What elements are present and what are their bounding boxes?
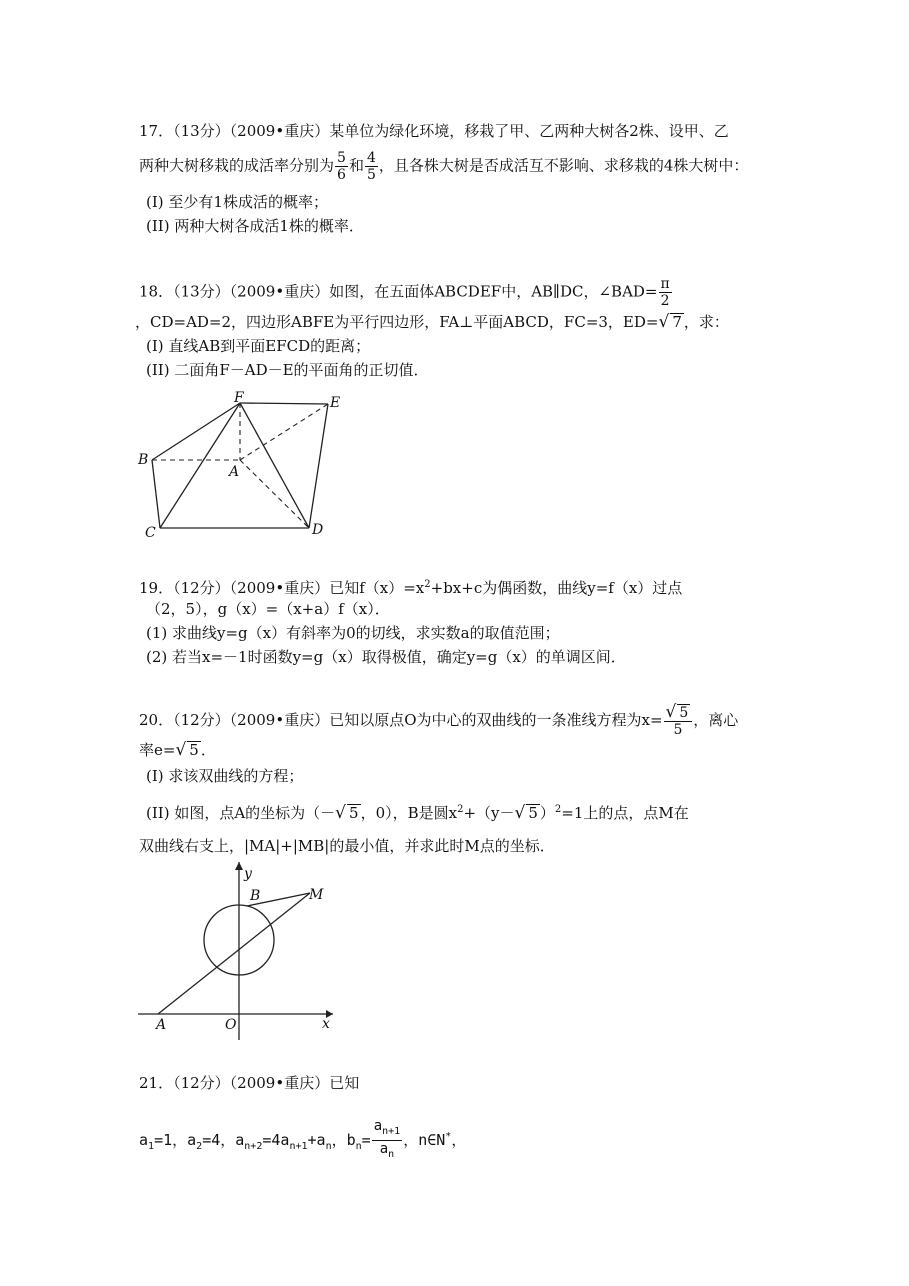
label-B: B (138, 452, 149, 468)
fraction-pi-2: $\frac{\pi}{2}$ (660, 276, 670, 309)
q19-part1: (1) 求曲线y=g（x）有斜率为0的切线，求实数a的取值范围； (146, 624, 560, 642)
label-B: B (250, 888, 261, 904)
q20-part2: (II) 如图，点A的坐标为（－√ 5 ，0），B是圆$x^2+(y-√$ 5 ）$^2$=1上的点，点M在 (146, 803, 689, 823)
q17-part1: (I) 至少有1株成活的概率； (146, 193, 328, 211)
q19-line2: （2，5），g（x）=（x+a）f（x）． (146, 600, 390, 618)
fraction-sqrt5-5: $\frac{√ 5}{5}$ (664, 704, 693, 738)
q20-part2-cont: 双曲线右支上，|MA|+|MB|的最小值，并求此时M点的坐标． (139, 837, 555, 855)
label-E: E (330, 395, 341, 411)
q18-line2: ，CD=AD=2，四边形ABFE为平行四边形，FA⊥平面ABCD，FC=3，ED=√ 7 ，求： (135, 312, 729, 332)
q20-line2: 率e=√ 5 ． (139, 740, 216, 760)
q20-part1: (I) 求该双曲线的方程； (146, 767, 304, 785)
q17-line2: 两种大树移栽的成活率分别为 $\frac{5}{6}$ 和 $\frac{4}{5}$ ，且各株大树是否成活互不影响、求移栽的4株大树中： (139, 150, 749, 183)
label-A: A (156, 1017, 167, 1033)
fraction-an1-an: $\frac{a_{n+1}}{a_n}$ (373, 1118, 401, 1160)
q19-heading: 19．（12分）（2009•重庆）已知$f(x)=x^2+bx+c$为偶函数，曲线y=f（x）过点 (139, 579, 683, 597)
fraction-5-6: $\frac{5}{6}$ (337, 150, 346, 183)
q21-heading: 21．（12分）（2009•重庆）已知 (139, 1074, 360, 1092)
q20-heading: 20．（12分）（2009•重庆）已知以原点O为中心的双曲线的一条准线方程为x= $\frac{√ 5}{5}$ ，离心 (139, 702, 739, 738)
label-M: M (309, 887, 324, 903)
label-y: y (244, 866, 252, 882)
label-F: F (234, 390, 244, 406)
fraction-4-5: $\frac{4}{5}$ (366, 150, 376, 183)
label-x: x (322, 1016, 330, 1032)
q18-part2: (II) 二面角F－AD－E的平面角的正切值． (146, 361, 429, 379)
q18-heading: 18．（13分）（2009•重庆）如图，在五面体ABCDEF中，AB∥DC，∠BAD= $\frac{\pi}{2}$ (139, 276, 670, 309)
q17-part2: (II) 两种大树各成活1株的概率． (146, 217, 364, 235)
q21-formula: $a_1=1$，$a_2=4$，$a_{n+2}=4a_{n+1}+a_n$，$b_n=$ $\frac{a_{n+1}}{a_n}$ ，n∈N*， (139, 1118, 466, 1163)
label-A: A (229, 464, 240, 480)
q17-heading: 17．（13分）（2009•重庆）某单位为绿化环境，移栽了甲、乙两种大树各2株、设甲、乙 (139, 122, 729, 140)
label-C: C (145, 525, 156, 541)
q18-part1: (I) 直线AB到平面EFCD的距离； (146, 337, 371, 355)
q19-part2: (2) 若当x=－1时函数y=g（x）取得极值，确定y=g（x）的单调区间． (146, 648, 626, 666)
label-D: D (312, 522, 324, 538)
label-O: O (225, 1017, 237, 1033)
